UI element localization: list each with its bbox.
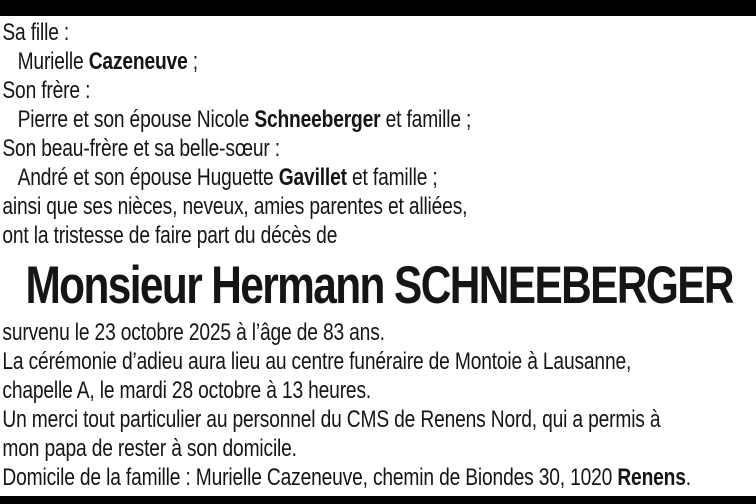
line-text: Pierre et son épouse Nicole [17,106,255,133]
bottom-border-bar [0,496,756,504]
ceremony-line-2 [2,376,756,405]
line-text: La cérémonie d’adieu aura lieu au centre funéraire de Montoie à Lausanne, [2,348,632,375]
line-text: mon papa de rester à son domicile. [2,435,297,462]
line-text: Son frère : [2,77,91,104]
family-member-daughter [2,47,756,76]
top-border-bar [0,0,756,16]
relation-label-daughter [2,18,756,47]
line-text: ainsi que ses nièces, neveux, amies parentes et alliées, [2,193,468,220]
family-surname: Gavillet [278,164,347,191]
line-text: chapelle A, le mardi 28 octobre à 13 heures. [2,377,372,404]
residence-line [2,463,756,492]
line-text: ; [187,48,198,75]
family-block [2,18,756,250]
line-text: et famille ; [346,164,438,191]
family-member-brother-in-law [2,163,756,192]
line-text: Domicile de la famille : Murielle Cazeneuve, chemin de Biondes 30, 1020 [2,464,618,491]
relation-label-brother-in-law [2,134,756,163]
line-text: Son beau-frère et sa belle-sœur : [2,135,280,162]
line-text: survenu le 23 octobre 2025 à l’âge de 83 ans. [2,319,385,346]
thanks-line-1 [2,405,756,434]
deceased-name-title: Monsieur Hermann SCHNEEBERGER [25,256,733,315]
death-date-line [2,318,756,347]
line-text: André et son épouse Huguette [17,164,279,191]
line-text: Murielle [17,48,89,75]
ceremony-line-1 [2,347,756,376]
death-notice [0,16,756,492]
thanks-line-2 [2,434,756,463]
residence-city: Renens [617,464,686,491]
family-member-brother [2,105,756,134]
line-text: . [685,464,691,491]
family-surname: Schneeberger [254,106,381,133]
line-text: Un merci tout particulier au personnel du CMS de Renens Nord, qui a permis à [2,406,661,433]
details-block [2,318,756,492]
announcement-line [2,221,756,250]
extended-family-line [2,192,756,221]
line-text: ont la tristesse de faire part du décès de [2,222,338,249]
family-surname: Cazeneuve [88,48,188,75]
line-text: Sa fille : [2,19,70,46]
relation-label-brother [2,76,756,105]
line-text: et famille ; [380,106,472,133]
